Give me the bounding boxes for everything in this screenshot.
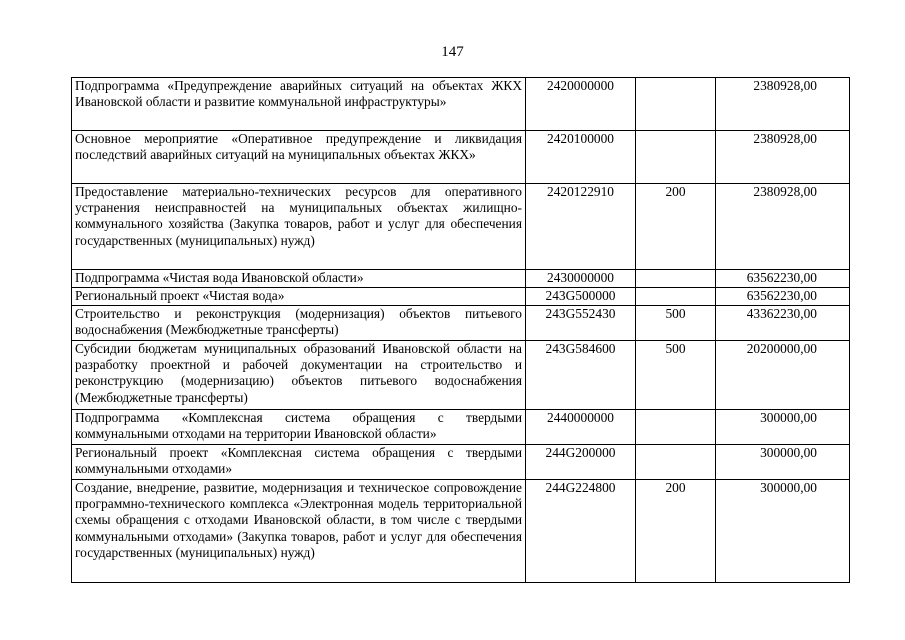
row-expense-type: 200: [636, 480, 716, 583]
row-expense-type: 500: [636, 306, 716, 341]
budget-table: [71, 77, 850, 583]
row-name: Подпрограмма «Чистая вода Ивановской области»: [72, 270, 526, 288]
row-code: 2420122910: [526, 184, 636, 270]
row-name: Создание, внедрение, развитие, модернизация и техническое сопровождение программно-технического комплекса «Электронная модель территориальной схемы обращения с отходами Ивановской области, в том числе с твердыми коммунальными отходами» (Закупка товаров, работ и услуг для обеспечения государственных (муниципальных) нужд): [72, 480, 526, 583]
row-code: 2420100000: [526, 131, 636, 184]
row-code: 2430000000: [526, 270, 636, 288]
page-number: 147: [441, 44, 464, 60]
row-amount: 43362230,00: [716, 306, 850, 341]
table-row: [72, 306, 850, 341]
row-amount: 2380928,00: [716, 131, 850, 184]
row-amount: 300000,00: [716, 410, 850, 445]
table-row: [72, 270, 850, 288]
row-expense-type: [636, 410, 716, 445]
row-name: Строительство и реконструкция (модернизация) объектов питьевого водоснабжения (Межбюджетные трансферты): [72, 306, 526, 341]
row-amount: 63562230,00: [716, 270, 850, 288]
row-expense-type: 500: [636, 341, 716, 410]
row-expense-type: 200: [636, 184, 716, 270]
row-code: 2440000000: [526, 410, 636, 445]
row-expense-type: [636, 445, 716, 480]
row-amount: 20200000,00: [716, 341, 850, 410]
row-name: Предоставление материально-технических ресурсов для оперативного устранения неисправностей на муниципальных объектах жилищно-коммунального хозяйства (Закупка товаров, работ и услуг для обеспечения государственных (муниципальных) нужд): [72, 184, 526, 270]
row-code: 243G500000: [526, 288, 636, 306]
row-code: 244G200000: [526, 445, 636, 480]
row-name: Основное мероприятие «Оперативное предупреждение и ликвидация последствий аварийных ситуаций на муниципальных объектах ЖКХ»: [72, 131, 526, 184]
table-row: [72, 341, 850, 410]
row-name: Подпрограмма «Комплексная система обращения с твердыми коммунальными отходами на территории Ивановской области»: [72, 410, 526, 445]
row-expense-type: [636, 270, 716, 288]
table-row: [72, 288, 850, 306]
table-row: [72, 445, 850, 480]
row-amount: 63562230,00: [716, 288, 850, 306]
table-row: [72, 480, 850, 583]
row-code: 243G584600: [526, 341, 636, 410]
row-code: 244G224800: [526, 480, 636, 583]
row-name: Региональный проект «Чистая вода»: [72, 288, 526, 306]
row-amount: 2380928,00: [716, 78, 850, 131]
table-row: [72, 410, 850, 445]
row-amount: 300000,00: [716, 445, 850, 480]
row-expense-type: [636, 78, 716, 131]
row-expense-type: [636, 131, 716, 184]
row-code: 2420000000: [526, 78, 636, 131]
row-amount: 2380928,00: [716, 184, 850, 270]
table-row: [72, 184, 850, 270]
table-row: [72, 78, 850, 131]
row-name: Региональный проект «Комплексная система обращения с твердыми коммунальными отходами»: [72, 445, 526, 480]
row-name: Подпрограмма «Предупреждение аварийных ситуаций на объектах ЖКХ Ивановской области и развитие коммунальной инфраструктуры»: [72, 78, 526, 131]
row-amount: 300000,00: [716, 480, 850, 583]
row-code: 243G552430: [526, 306, 636, 341]
row-name: Субсидии бюджетам муниципальных образований Ивановской области на разработку проектной и рабочей документации на строительство и реконструкцию (модернизацию) объектов питьевого водоснабжения (Межбюджетные трансферты): [72, 341, 526, 410]
row-expense-type: [636, 288, 716, 306]
table-row: [72, 131, 850, 184]
